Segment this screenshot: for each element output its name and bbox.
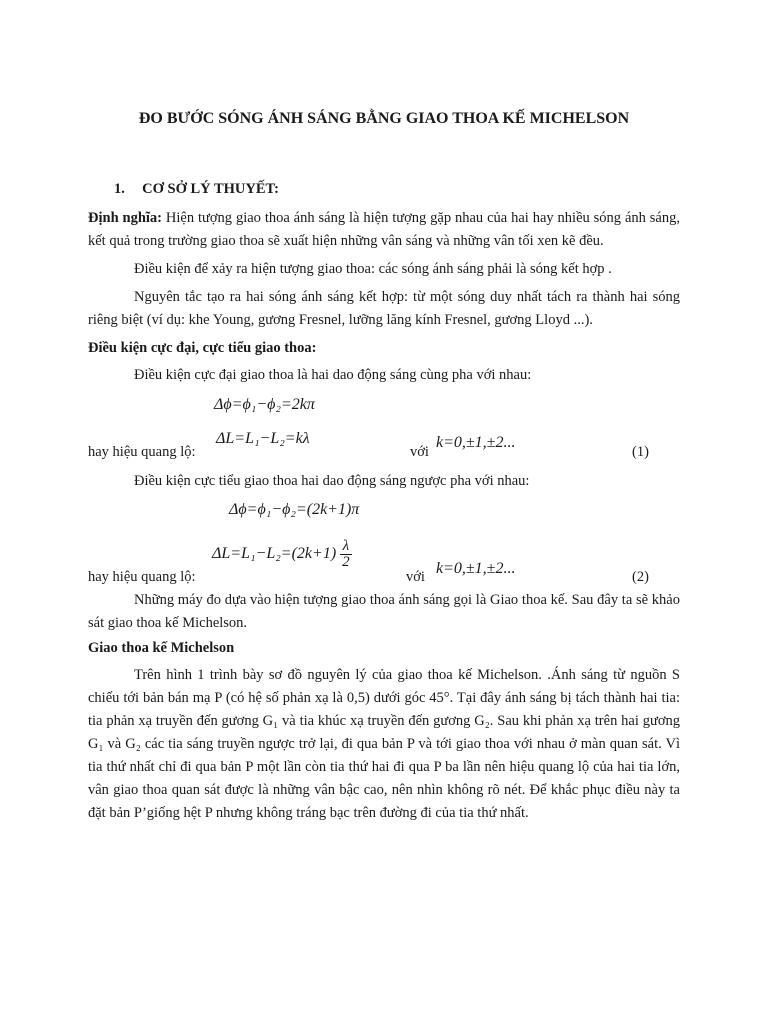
with-label-2: với: [406, 569, 425, 585]
min-condition-text: Điều kiện cực tiểu giao thoa hai dao động sáng ngược pha với nhau:: [134, 473, 530, 489]
fraction-numerator: λ: [340, 539, 352, 555]
michelson-heading: Giao thoa kế Michelson: [88, 640, 235, 656]
equation-phase-max: Δϕ=ϕ₁−ϕ₂=2kπ: [214, 396, 315, 413]
section-heading: [114, 181, 279, 198]
equation-number-2: (2): [632, 569, 649, 585]
maxmin-heading: Điều kiện cực đại, cực tiểu giao thoa:: [88, 340, 317, 356]
k-values-2: k=0,±1,±2...: [436, 560, 516, 577]
michelson-paragraph: Trên hình 1 trình bày sơ đồ nguyên lý của giao thoa kế Michelson. .Ánh sáng từ nguồn S chiếu tới bản bán mạ P (có hệ số phản xạ là 0,5) dưới góc 45°. Tại đây ánh sáng bị tách thành hai tia: tia phản xạ truyền đến gương G₁ và tia khúc xạ truyền đến gương G₂. Sau khi phản xạ trên hai gương G₁ và G₂ các tia sáng truyền ngược trở lại, đi qua bản P và tới giao thoa với nhau ở màn quan sát. Vì tia thứ nhất chỉ đi qua bản P một lần còn tia thứ hai đi qua P ba lần nên hiệu quang lộ của hai tia lớn, vân giao thoa quan sát được là những vân bậc cao, nên nhìn không rõ nét. Để khắc phục điều này ta đặt bản P’giống hệt P nhưng không tráng bạc trên đường đi của tia thứ nhất.: [88, 667, 680, 821]
section-number: 1.: [114, 181, 125, 197]
max-condition-text: Điều kiện cực đại giao thoa là hai dao động sáng cùng pha với nhau:: [134, 367, 532, 383]
fraction-denominator: 2: [342, 554, 350, 570]
k-values-1: k=0,±1,±2...: [436, 434, 516, 451]
equation-phase-min: Δϕ=ϕ₁−ϕ₂=(2k+1)π: [229, 501, 360, 518]
equation-number-1: (1): [632, 444, 649, 460]
section-title: CƠ SỞ LÝ THUYẾT:: [142, 181, 279, 197]
lambda-over-two-fraction: [340, 539, 352, 570]
equation-path-max: ΔL=L₁−L₂=kλ: [216, 430, 310, 447]
path-difference-label-2: hay hiệu quang lộ:: [88, 569, 196, 585]
condition-paragraph: Điều kiện để xảy ra hiện tượng giao thoa: các sóng ánh sáng phải là sóng kết hợp .: [134, 261, 612, 277]
definition-label: Định nghĩa:: [88, 210, 163, 226]
equation-path-min: [212, 539, 352, 570]
devices-paragraph: Những máy đo dựa vào hiện tượng giao thoa ánh sáng gọi là Giao thoa kế. Sau đây ta sẽ khảo sát giao thoa kế Michelson.: [88, 592, 680, 631]
with-label: với: [410, 444, 429, 460]
equation-path-min-left: ΔL=L₁−L₂=(2k+1): [212, 545, 337, 563]
path-difference-label: hay hiệu quang lộ:: [88, 444, 196, 460]
definition-text: Hiện tượng giao thoa ánh sáng là hiện tượng gặp nhau của hai hay nhiều sóng ánh sáng, kết quả trong trường giao thoa sẽ xuất hiện những vân sáng và những vân tối xen kẽ đều.: [88, 210, 680, 249]
principle-paragraph: Nguyên tắc tạo ra hai sóng ánh sáng kết hợp: từ một sóng duy nhất tách ra thành hai sóng riêng biệt (ví dụ: khe Young, gương Fresnel, lưỡng lăng kính Fresnel, gương Lloyd ...).: [88, 289, 680, 328]
document-title: ĐO BƯỚC SÓNG ÁNH SÁNG BẰNG GIAO THOA KẾ MICHELSON: [138, 110, 630, 127]
definition-paragraph: [88, 207, 680, 253]
